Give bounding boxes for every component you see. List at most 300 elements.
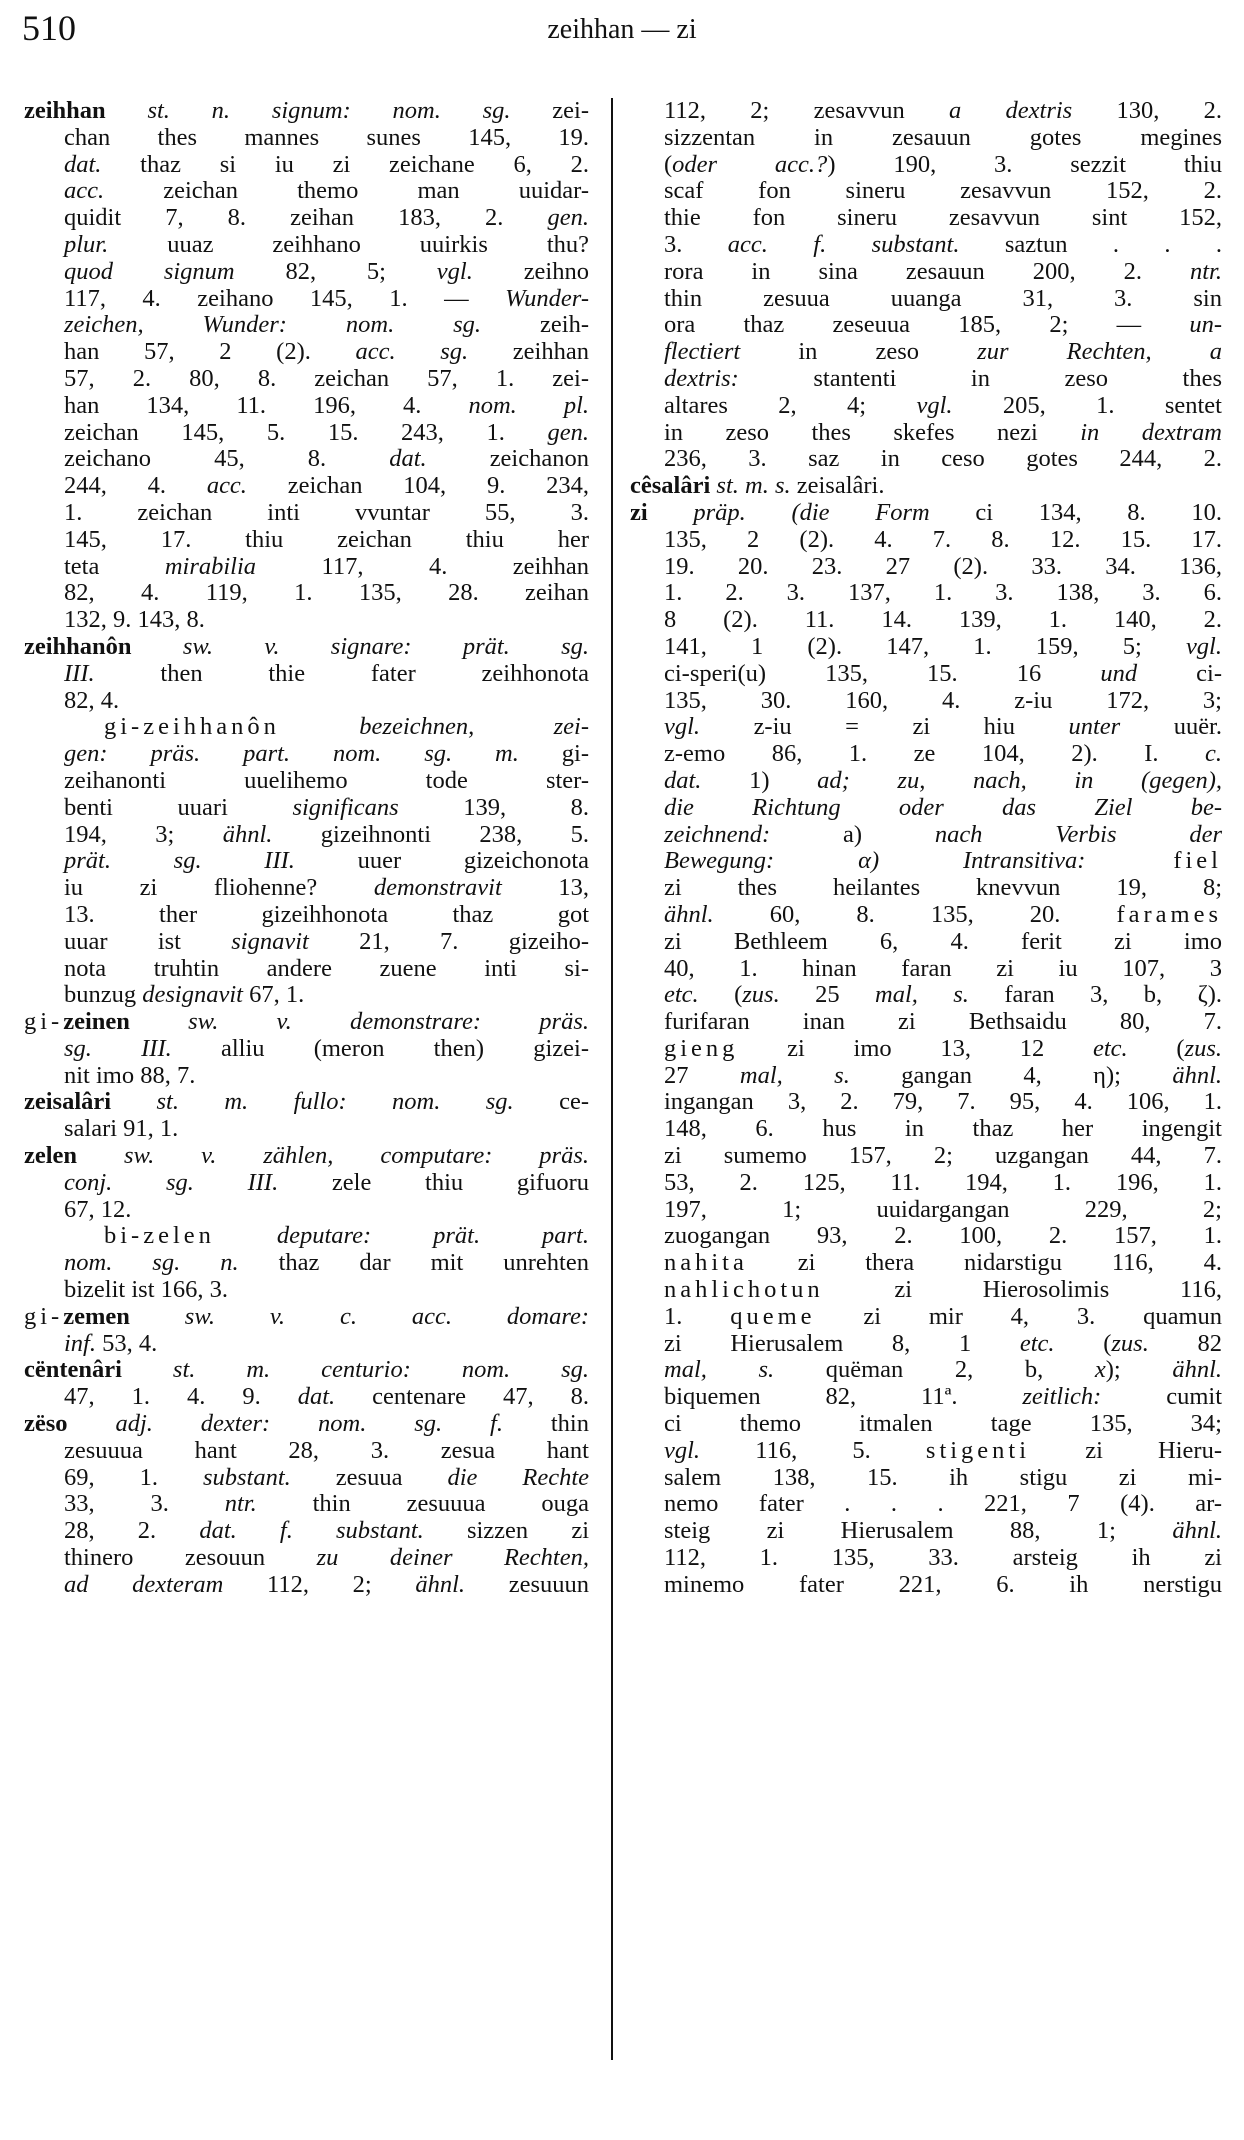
entry-text: 67, 12. (64, 1195, 132, 1223)
entry-text-line (24, 1036, 589, 1063)
entry-text: gieng (664, 1034, 739, 1062)
entry-text: 69, 1. (64, 1463, 203, 1491)
entry-text: 28, 2. (64, 1517, 200, 1545)
italic-gloss: plur. (64, 230, 109, 258)
entry-text: 13. ther gizeihhonota thaz got (64, 900, 589, 928)
entry-text-line (630, 420, 1222, 447)
italic-gloss: unter (1068, 713, 1121, 741)
entry-text: zi Bethleem 6, 4. ferit zi imo (664, 927, 1222, 955)
entry-text-line (24, 527, 589, 554)
entry-text: han 57, 2 (2). (64, 338, 356, 366)
entry-headword-line (24, 1089, 589, 1116)
entry-text-line (630, 312, 1222, 339)
italic-gloss: zur Rechten, a (977, 338, 1223, 366)
entry-text: gi- (518, 740, 589, 768)
entry-text-line (630, 714, 1222, 741)
italic-gloss: und (1100, 659, 1138, 687)
entry-headword-line (24, 1411, 589, 1438)
entry-text-line (630, 1277, 1222, 1304)
entry-text: 3. (664, 230, 728, 258)
entry-text-line (630, 1036, 1222, 1063)
entry-text-line (24, 1572, 589, 1599)
entry-text-line (24, 420, 589, 447)
entry-text: farames (1116, 900, 1222, 928)
italic-gloss: oder acc.? (672, 150, 828, 178)
entry-text-line (630, 1438, 1222, 1465)
italic-gloss: acc. sg. (355, 338, 469, 366)
italic-gloss: zeichen, Wunder: nom. sg. (64, 311, 482, 339)
entry-text-line (24, 580, 589, 607)
entry-text: thin zesuuua ouga (256, 1490, 589, 1518)
entry-text: zeisalâri. (790, 472, 885, 500)
italic-gloss: nom. sg. n. (64, 1249, 239, 1277)
entry-text-line (630, 98, 1222, 125)
entry-text-line (630, 1223, 1222, 1250)
entry-text-line (24, 741, 589, 768)
italic-gloss: nom. pl. (468, 391, 589, 419)
entry-text: zuogangan 93, 2. 100, 2. 157, 1. (664, 1222, 1222, 1250)
entry-text: thin zesuua uuanga 31, 3. sin (664, 284, 1222, 312)
entry-text-line (630, 1170, 1222, 1197)
entry-text: 145, 17. thiu zeichan thiu her (64, 525, 589, 553)
italic-gloss: c. (1205, 740, 1222, 768)
entry-text: biquemen 82, 11ª. (664, 1383, 1023, 1411)
entry-text-line (630, 982, 1222, 1009)
entry-headword-line (630, 473, 1222, 500)
italic-gloss: präp. (die Form (647, 498, 930, 526)
entry-text: gizeihnonti 238, 5. (272, 820, 590, 848)
italic-gloss: III. (64, 659, 95, 687)
entry-text-line (24, 929, 589, 956)
italic-gloss: mal, s. (739, 1061, 850, 1089)
entry-text: saztun . . . (959, 230, 1223, 258)
entry-text-line (24, 1277, 589, 1304)
entry-text: zeih- (481, 311, 589, 339)
entry-text-line (24, 1545, 589, 1572)
headword: zemen (63, 1302, 130, 1330)
entry-text: zi sumemo 157, 2; uzgangan 44, 7. (664, 1142, 1222, 1170)
italic-gloss: vgl. (916, 391, 953, 419)
italic-gloss: etc. (1019, 1329, 1055, 1357)
entry-text: thaz dar mit unrehten (238, 1249, 589, 1277)
entry-text-line (24, 956, 589, 983)
entry-text-line (630, 741, 1222, 768)
entry-text-line (630, 259, 1222, 286)
entry-text-line (24, 554, 589, 581)
entry-text: bunzug (64, 981, 143, 1009)
entry-text: ) 190, 3. sezzit thiu (827, 150, 1222, 178)
entry-text-line (630, 366, 1222, 393)
entry-headword-line (24, 634, 589, 661)
entry-text: cumit (1101, 1383, 1222, 1411)
italic-gloss: st. n. signum: nom. sg. (105, 97, 511, 124)
italic-gloss: in dextram (1080, 418, 1223, 446)
entry-text-line (630, 152, 1222, 179)
italic-gloss: designavit (142, 981, 243, 1009)
entry-text: quidit 7, 8. zeihan 183, 2. (64, 204, 548, 232)
italic-gloss: zeichnend: (664, 820, 771, 848)
entry-text-line (630, 1143, 1222, 1170)
entry-text: 57, 2. 80, 8. zeichan 57, 1. zei- (64, 364, 589, 392)
entry-text-line (630, 795, 1222, 822)
entry-text-line (24, 902, 589, 929)
entry-text: bizelit ist 166, 3. (64, 1276, 228, 1304)
entry-text-line (630, 1009, 1222, 1036)
italic-gloss: die Rechte (447, 1463, 590, 1491)
entry-text: iu zi fliohenne? (64, 874, 374, 902)
entry-text: nota truhtin andere zuene inti si- (64, 954, 589, 982)
italic-gloss: acc. (206, 472, 247, 500)
headword: zi (630, 498, 648, 526)
italic-gloss: ähnl. (1172, 1517, 1222, 1545)
entry-text: 53, 4. (96, 1329, 158, 1357)
entry-text-line (24, 795, 589, 822)
entry-text: nahlichotun (664, 1276, 824, 1304)
entry-text-line (24, 688, 589, 715)
entry-text: zeichan 104, 9. 234, (246, 472, 589, 500)
entry-text: 19. 20. 23. 27 (2). 33. 34. 136, (664, 552, 1222, 580)
entry-text: uuar ist (64, 927, 232, 955)
entry-text: benti uuari (64, 793, 293, 821)
entry-text: 1. (664, 1302, 731, 1330)
italic-gloss: significans (292, 793, 399, 821)
entry-text-line (24, 1197, 589, 1224)
entry-text: altares 2, 4; (664, 391, 917, 419)
entry-text-line (24, 205, 589, 232)
entry-text: ci 134, 8. 10. (929, 498, 1222, 526)
entry-text: 60, 8. 135, 20. (713, 900, 1117, 928)
entry-text-line (24, 1438, 589, 1465)
entry-text-line (24, 446, 589, 473)
headword: zeisalâri (24, 1088, 112, 1116)
italic-gloss: mal, s. (875, 981, 969, 1009)
entry-text: ingangan 3, 2. 79, 7. 95, 4. 106, 1. (664, 1088, 1222, 1116)
italic-gloss: sw. v. zählen, computare: präs. (77, 1142, 589, 1170)
entry-text: 205, 1. sentet (952, 391, 1222, 419)
italic-gloss: sg. III. (64, 1034, 172, 1062)
entry-text-line (630, 929, 1222, 956)
entry-text-line (630, 393, 1222, 420)
entry-text-line (24, 1250, 589, 1277)
entry-text: ci- (1137, 659, 1222, 687)
entry-text-line (24, 286, 589, 313)
entry-text: teta (64, 552, 165, 580)
entry-text: 112, 2; (223, 1570, 416, 1598)
entry-text-line (24, 661, 589, 688)
entry-text: 130, 2. (1072, 97, 1222, 124)
entry-text-line (630, 1197, 1222, 1224)
entry-text-line (24, 822, 589, 849)
italic-gloss: x (1094, 1356, 1106, 1384)
entry-text-line (630, 956, 1222, 983)
entry-text-line (630, 607, 1222, 634)
entry-text: zi Hierosolimis 116, (823, 1276, 1222, 1304)
entry-text: thin (502, 1410, 589, 1438)
italic-gloss: ähnl. (664, 900, 714, 928)
entry-text: zeichanon (426, 445, 589, 473)
headword: cëntenâri (24, 1356, 122, 1384)
entry-text: stantenti in zeso thes (738, 364, 1222, 392)
italic-gloss: ähnl. (415, 1570, 466, 1598)
entry-text-line (24, 607, 589, 634)
entry-text: minemo fater 221, 6. ih nerstigu (664, 1570, 1222, 1598)
italic-gloss: gen. (547, 418, 589, 446)
entry-text-line (630, 1357, 1222, 1384)
italic-gloss: dextris: (664, 364, 739, 392)
entry-text: 194, 3; (64, 820, 223, 848)
italic-gloss: sw. v. demonstrare: präs. (129, 1008, 589, 1036)
entry-text: 21, 7. gizeiho- (308, 927, 589, 955)
entry-text-line (24, 1170, 589, 1197)
entry-text: gi-zeihhanôn (104, 713, 280, 741)
entry-text-line (630, 1384, 1222, 1411)
entry-text: zeichano 45, 8. (64, 445, 390, 473)
italic-gloss: etc. (1092, 1034, 1128, 1062)
entry-text-line (630, 661, 1222, 688)
entry-text-line (24, 1384, 589, 1411)
entry-text: ora thaz zeseuua 185, 2; — (664, 311, 1190, 339)
entry-text: 82, 4. (64, 686, 120, 714)
entry-text: sizzen zi (423, 1517, 589, 1545)
entry-text: thaz si iu zi zeichane 6, 2. (101, 150, 589, 178)
entry-text: zei- (510, 97, 589, 124)
entry-text: uuer gizeichonota (294, 847, 589, 875)
entry-text-line (630, 875, 1222, 902)
entry-text-line (24, 339, 589, 366)
entry-text: 135, 30. 160, 4. z-iu 172, 3; (664, 686, 1222, 714)
italic-gloss: inf. (64, 1329, 96, 1357)
entry-text: ); (1105, 1356, 1173, 1384)
entry-text-line (630, 1331, 1222, 1358)
entry-text: 53, 2. 125, 11. 194, 1. 196, 1. (664, 1168, 1222, 1196)
page-number: 510 (22, 8, 76, 48)
entry-text: 139, 8. (398, 793, 589, 821)
entry-text: steig zi Hierusalem 88, 1; (664, 1517, 1173, 1545)
entry-text: 112, 1. 135, 33. arsteig ih zi (664, 1544, 1222, 1572)
entry-text: gi- (24, 1302, 64, 1330)
entry-text: thinero zesouun (64, 1544, 317, 1572)
italic-gloss: ad; zu, nach, in (gegen), (817, 766, 1222, 794)
entry-text-line (24, 714, 589, 741)
entry-text-line (630, 1116, 1222, 1143)
entry-text-line (630, 1250, 1222, 1277)
entry-text: ci themo itmalen tage 135, 34; (664, 1410, 1222, 1438)
italic-gloss: zus. (1184, 1034, 1222, 1062)
entry-text: 117, 4. zeihhan (256, 552, 589, 580)
entry-headword-line (630, 500, 1222, 527)
entry-text: in zeso (740, 338, 978, 366)
entry-text-line (630, 1089, 1222, 1116)
entry-text: 117, 4. zeihano 145, 1. — (64, 284, 506, 312)
right-column (630, 98, 1222, 1599)
entry-text: 1) (701, 766, 818, 794)
entry-text: fiel (1085, 847, 1222, 875)
entry-text: 116, 5. (700, 1436, 926, 1464)
italic-gloss: quod signum (64, 257, 235, 285)
italic-gloss: dat. (64, 150, 102, 178)
entry-text: gangan 4, η); (849, 1061, 1173, 1089)
entry-text: ( (1127, 1034, 1185, 1062)
entry-text: 33, 3. (64, 1490, 225, 1518)
entry-text: zeihno (472, 257, 589, 285)
italic-gloss: adj. dexter: nom. sg. f. (67, 1410, 503, 1438)
entry-text: salari 91, 1. (64, 1115, 179, 1143)
entry-text: 47, 1. 4. 9. (64, 1383, 298, 1411)
entry-text: 1. zeichan inti vvuntar 55, 3. (64, 498, 589, 526)
entry-text-line (24, 1465, 589, 1492)
italic-gloss: zus. (742, 981, 780, 1009)
italic-gloss: dat. (297, 1383, 336, 1411)
entry-text-line (24, 152, 589, 179)
entry-text-line (630, 205, 1222, 232)
entry-text-line (630, 902, 1222, 929)
entry-text-line (24, 125, 589, 152)
entry-text: uuaz zeihhano uuirkis thu? (108, 230, 589, 258)
entry-text-line (24, 393, 589, 420)
italic-gloss: Wunder- (505, 284, 589, 312)
italic-gloss: substant. (202, 1463, 291, 1491)
entry-text-line (630, 178, 1222, 205)
entry-text-line (24, 848, 589, 875)
left-column (24, 98, 589, 1599)
entry-text-line (24, 982, 589, 1009)
entry-text: 132, 9. 143, 8. (64, 606, 205, 634)
italic-gloss: vgl. (436, 257, 473, 285)
entry-text: han 134, 11. 196, 4. (64, 391, 469, 419)
italic-gloss: ntr. (1189, 257, 1222, 285)
entry-text-line (630, 1063, 1222, 1090)
entry-text: 27 (664, 1061, 740, 1089)
entry-text-line (630, 1465, 1222, 1492)
entry-headword-line (24, 1357, 589, 1384)
italic-gloss: vgl. (1185, 632, 1222, 660)
italic-gloss: nach Verbis der (934, 820, 1222, 848)
entry-text: 67, 1. (242, 981, 305, 1009)
italic-gloss: vgl. (664, 713, 701, 741)
italic-gloss: st. m. centurio: nom. sg. (121, 1356, 589, 1384)
entry-text-line (630, 286, 1222, 313)
italic-gloss: st. m. s. (710, 472, 791, 500)
entry-text: chan thes mannes sunes 145, 19. (64, 123, 589, 151)
entry-text: quëman 2, b, (774, 1356, 1095, 1384)
entry-text: zi Hierusalem 8, 1 (664, 1329, 1020, 1357)
entry-text: ( (1054, 1329, 1112, 1357)
italic-gloss: zus. (1111, 1329, 1149, 1357)
italic-gloss: zu deiner Rechten, (316, 1544, 589, 1572)
entry-text: uuër. (1120, 713, 1222, 741)
entry-text: ( (698, 981, 743, 1009)
italic-gloss: un- (1189, 311, 1222, 339)
entry-text: sizzentan in zesauun gotes megines (664, 123, 1222, 151)
entry-text: zeichan themo man uuidar- (104, 177, 589, 205)
headword: zelen (24, 1142, 78, 1170)
italic-gloss: ad dexteram (64, 1570, 224, 1598)
entry-text-line (630, 1411, 1222, 1438)
entry-text: 197, 1; uuidargangan 229, 2; (664, 1195, 1222, 1223)
italic-gloss: prät. sg. III. (64, 847, 295, 875)
entry-text: stigenti (925, 1436, 1031, 1464)
entry-text: queme (730, 1302, 816, 1330)
italic-gloss: zeitlich: (1022, 1383, 1102, 1411)
headword: zëso (24, 1410, 68, 1438)
entry-text: 1. 2. 3. 137, 1. 3. 138, 3. 6. (664, 579, 1222, 607)
entry-text: 112, 2; zesavvun (664, 97, 949, 124)
entry-text: 8 (2). 11. 14. 139, 1. 140, 2. (664, 606, 1222, 634)
entry-text-line (24, 473, 589, 500)
entry-text: ci-speri(u) 135, 15. 16 (664, 659, 1101, 687)
italic-gloss: ähnl. (222, 820, 273, 848)
italic-gloss: mal, s. (664, 1356, 775, 1384)
entry-text: a) (770, 820, 935, 848)
italic-gloss: sw. v. signare: prät. sg. (131, 632, 589, 660)
entry-text-line (630, 554, 1222, 581)
entry-text-line (630, 848, 1222, 875)
entry-text: alliu (meron then) gizei- (171, 1034, 590, 1062)
entry-text-line (630, 634, 1222, 661)
entry-text-line (24, 1491, 589, 1518)
entry-text: nahita (664, 1249, 748, 1277)
entry-headword-line (24, 1009, 589, 1036)
entry-text: bi-zelen (104, 1222, 215, 1250)
entry-text-line (24, 500, 589, 527)
italic-gloss: acc. f. substant. (727, 230, 960, 258)
italic-gloss: demonstravit (373, 874, 502, 902)
entry-text-line (630, 1491, 1222, 1518)
headword: cêsalâri (630, 472, 711, 500)
entry-headword-line (24, 1143, 589, 1170)
italic-gloss: signavit (231, 927, 309, 955)
entry-text-line (630, 768, 1222, 795)
entry-text: zesuuun (465, 1570, 589, 1598)
entry-text: faran 3, b, ζ). (968, 981, 1223, 1009)
entry-text: 148, 6. hus in thaz her ingengit (664, 1115, 1222, 1143)
entry-text-line (24, 1063, 589, 1090)
entry-text: z-emo 86, 1. ze 104, 2). I. (664, 740, 1205, 768)
entry-text: 82, 4. 119, 1. 135, 28. zeihan (64, 579, 589, 607)
headword: zeihhanôn (24, 632, 132, 660)
italic-gloss: a dextris (949, 97, 1073, 124)
entry-text: scaf fon sineru zesavvun 152, 2. (664, 177, 1222, 205)
entry-headword-line (24, 1304, 589, 1331)
entry-text-line (630, 1304, 1222, 1331)
entry-text-line (630, 232, 1222, 259)
entry-text: zesuuua hant 28, 3. zesua hant (64, 1436, 589, 1464)
italic-gloss: Bewegung: α) Intransitiva: (664, 847, 1086, 875)
italic-gloss: gen. (547, 204, 589, 232)
italic-gloss: etc. (664, 981, 699, 1009)
entry-text: zi Hieru- (1030, 1436, 1223, 1464)
entry-text-line (24, 1223, 589, 1250)
entry-text: zesuua (290, 1463, 448, 1491)
italic-gloss: sw. v. c. acc. domare: (129, 1302, 589, 1330)
entry-text: zi mir 4, 3. quamun (815, 1302, 1223, 1330)
entry-text: rora in sina zesauun 200, 2. (664, 257, 1190, 285)
entry-text: 82, 5; (234, 257, 437, 285)
italic-gloss: vgl. (664, 1436, 701, 1464)
italic-gloss: gen: präs. part. nom. sg. m. (64, 740, 519, 768)
italic-gloss: conj. sg. III. (64, 1168, 279, 1196)
entry-text-line (24, 1331, 589, 1358)
entry-text: zi thera nidarstigu 116, 4. (747, 1249, 1222, 1277)
italic-gloss: ähnl. (1172, 1061, 1223, 1089)
entry-text-line (630, 1545, 1222, 1572)
entry-text: zeichan 145, 5. 15. 243, 1. (64, 418, 548, 446)
headword: zeinen (63, 1008, 130, 1036)
entry-text-line (630, 1518, 1222, 1545)
entry-text-line (630, 527, 1222, 554)
italic-gloss: dat. (664, 766, 702, 794)
italic-gloss: dat. f. substant. (199, 1517, 424, 1545)
